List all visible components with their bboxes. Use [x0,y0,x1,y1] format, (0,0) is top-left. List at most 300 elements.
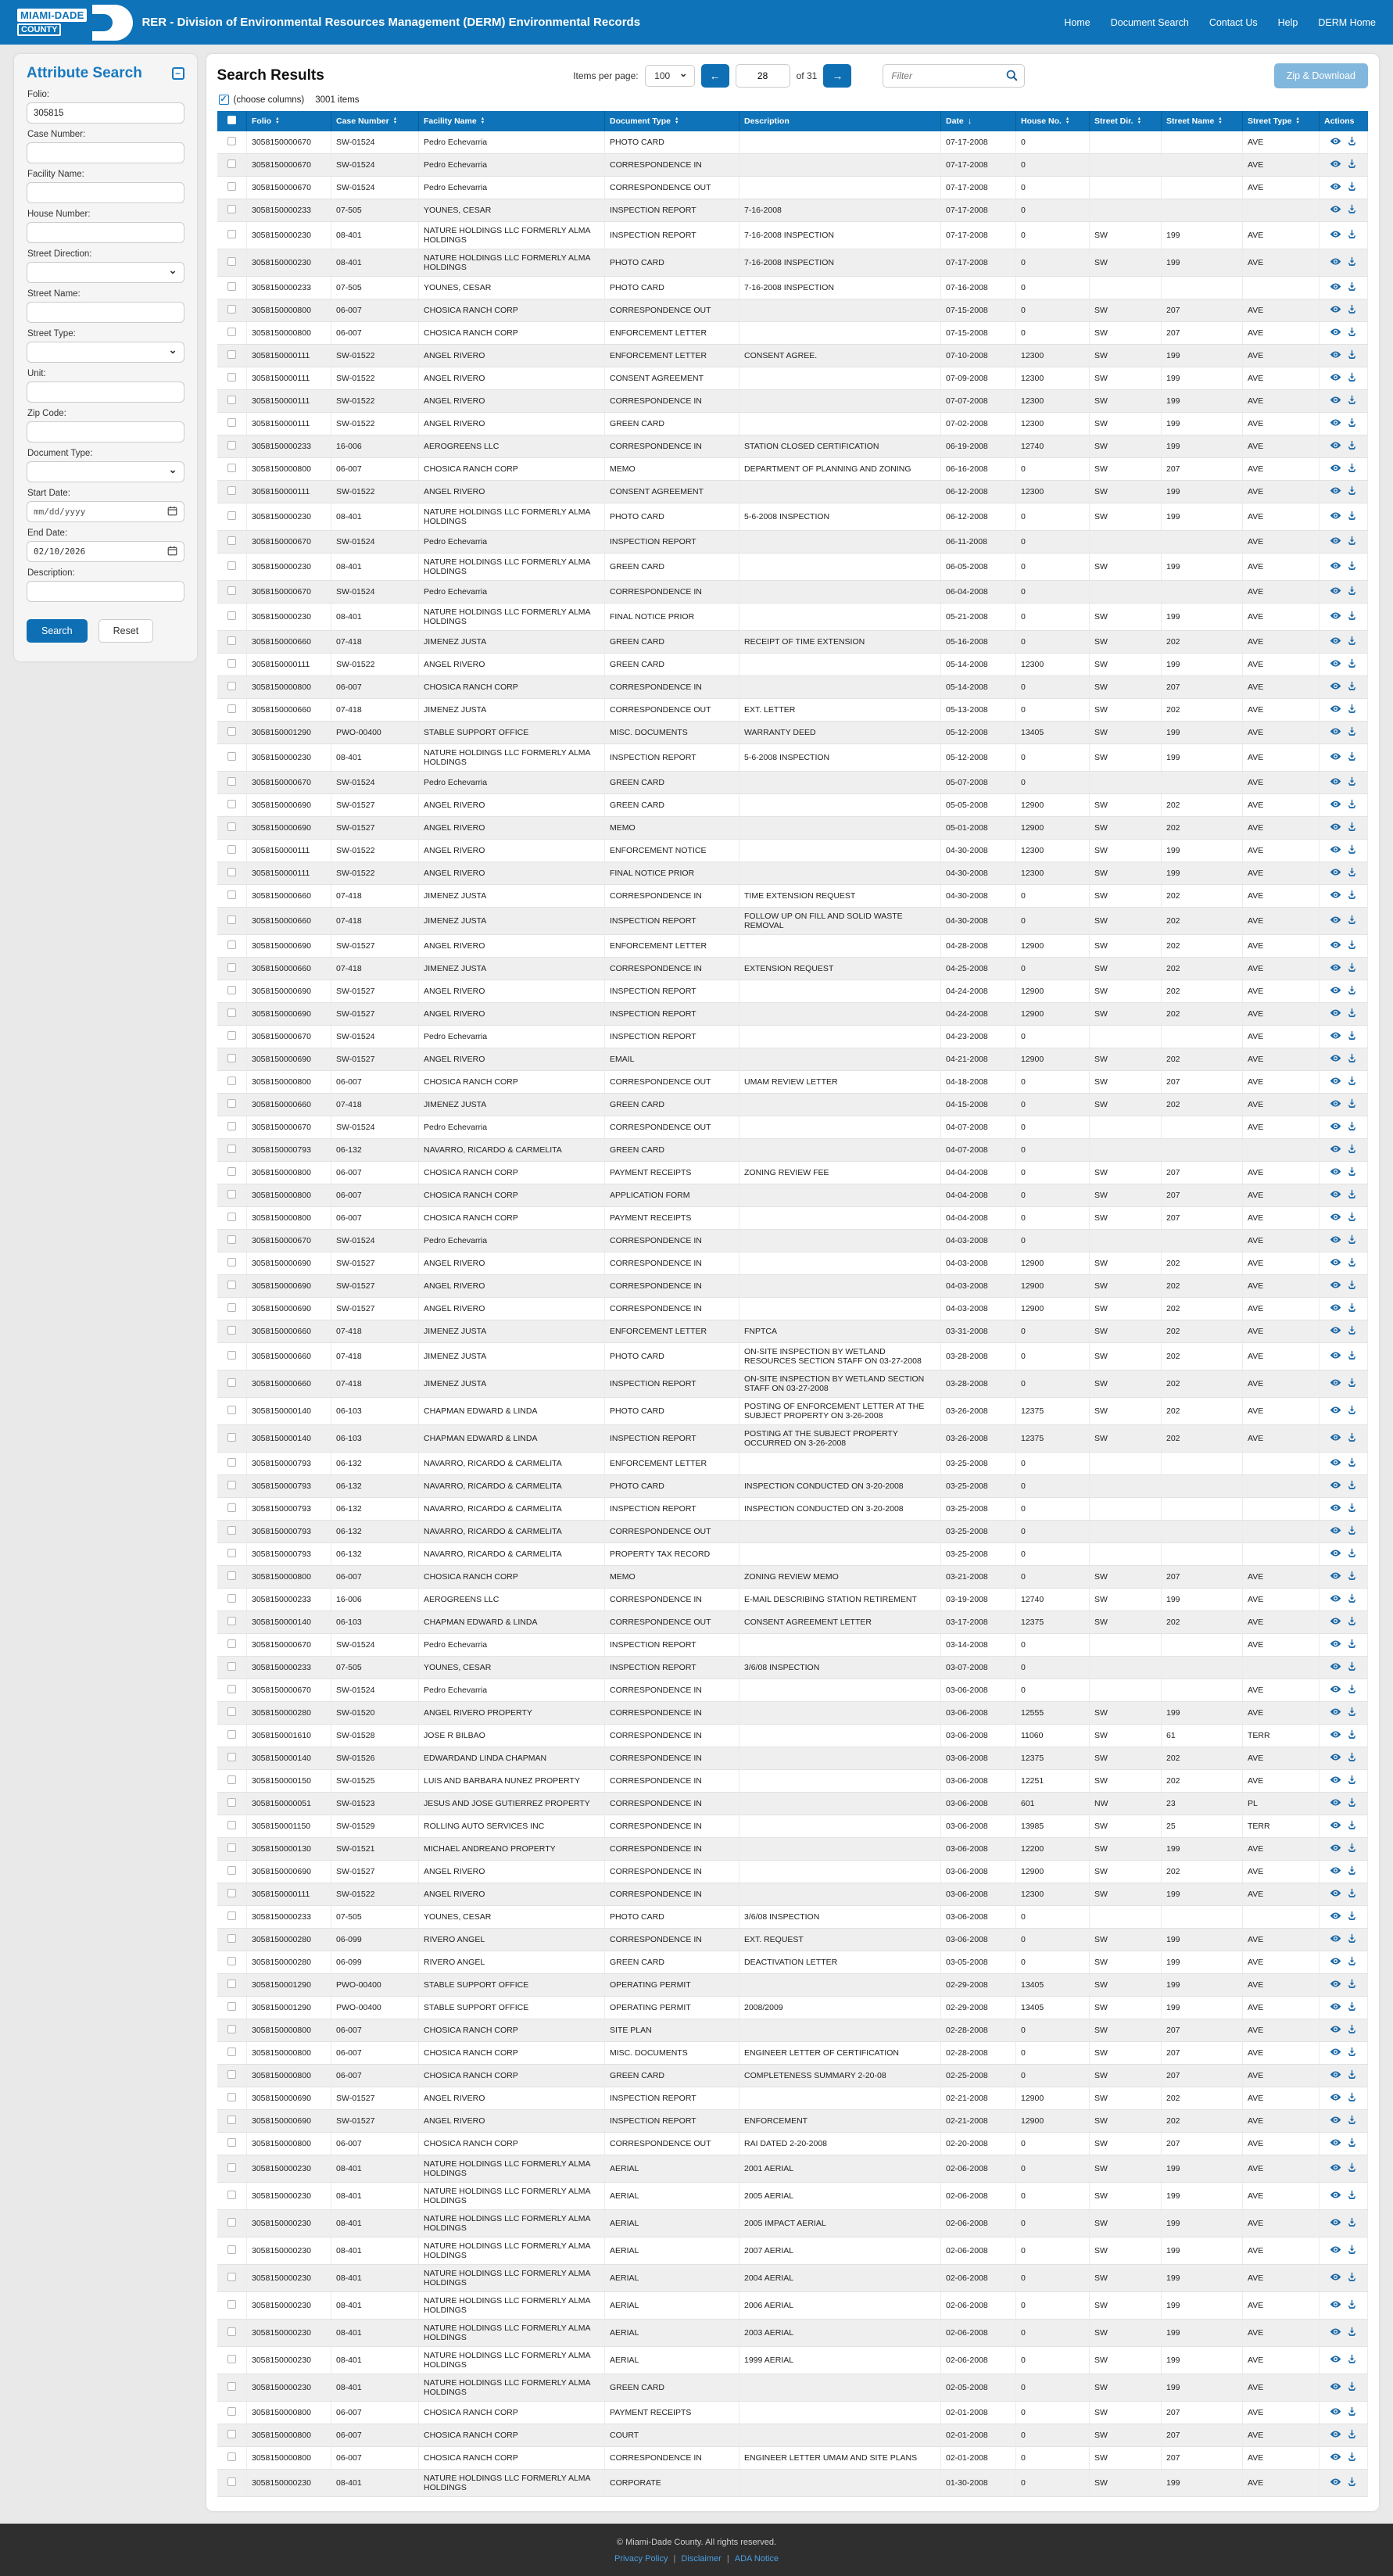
download-icon[interactable] [1346,680,1358,694]
view-eye-icon[interactable] [1330,1683,1341,1697]
download-icon[interactable] [1346,281,1358,295]
row-checkbox[interactable] [227,1031,236,1040]
row-checkbox[interactable] [227,1526,236,1535]
row-checkbox[interactable] [227,1821,236,1829]
view-eye-icon[interactable] [1330,866,1341,880]
choose-columns-checkbox[interactable]: ✓ [220,95,227,104]
download-icon[interactable] [1346,1978,1358,1992]
view-eye-icon[interactable] [1330,439,1341,453]
view-eye-icon[interactable] [1330,2189,1341,2203]
view-eye-icon[interactable] [1330,798,1341,812]
view-eye-icon[interactable] [1330,2162,1341,2176]
house-number-field[interactable] [27,222,184,243]
zip-download-button[interactable]: Zip & Download [1274,63,1368,88]
view-eye-icon[interactable] [1330,1615,1341,1629]
row-checkbox[interactable] [227,915,236,924]
download-icon[interactable] [1346,1865,1358,1879]
download-icon[interactable] [1346,1842,1358,1856]
download-icon[interactable] [1346,1887,1358,1901]
row-checkbox[interactable] [227,2245,236,2254]
download-icon[interactable] [1346,2023,1358,2037]
download-icon[interactable] [1346,2114,1358,2128]
download-icon[interactable] [1346,417,1358,431]
download-icon[interactable] [1346,371,1358,385]
row-checkbox[interactable] [227,1281,236,1289]
row-checkbox[interactable] [227,1406,236,1414]
row-checkbox[interactable] [227,2273,236,2281]
view-eye-icon[interactable] [1330,984,1341,998]
view-eye-icon[interactable] [1330,1819,1341,1833]
download-icon[interactable] [1346,1324,1358,1338]
facility-name-field[interactable] [27,182,184,203]
view-eye-icon[interactable] [1330,1188,1341,1202]
document-type-field[interactable] [27,461,184,482]
view-eye-icon[interactable] [1330,1143,1341,1157]
view-eye-icon[interactable] [1330,462,1341,476]
download-icon[interactable] [1346,560,1358,574]
download-icon[interactable] [1346,2476,1358,2490]
view-eye-icon[interactable] [1330,1234,1341,1248]
view-eye-icon[interactable] [1330,1007,1341,1021]
download-icon[interactable] [1346,1524,1358,1539]
view-eye-icon[interactable] [1330,889,1341,903]
row-checkbox[interactable] [227,1798,236,1807]
download-icon[interactable] [1346,635,1358,649]
download-icon[interactable] [1346,2091,1358,2105]
view-eye-icon[interactable] [1330,726,1341,740]
row-checkbox[interactable] [227,2191,236,2199]
row-checkbox[interactable] [227,2382,236,2391]
row-checkbox[interactable] [227,1145,236,1153]
download-icon[interactable] [1346,2353,1358,2367]
view-eye-icon[interactable] [1330,2298,1341,2313]
view-eye-icon[interactable] [1330,751,1341,765]
view-eye-icon[interactable] [1330,1524,1341,1539]
view-eye-icon[interactable] [1330,635,1341,649]
download-icon[interactable] [1346,657,1358,672]
row-checkbox[interactable] [227,137,236,145]
download-icon[interactable] [1346,1030,1358,1044]
download-icon[interactable] [1346,2428,1358,2442]
row-checkbox[interactable] [227,1167,236,1176]
view-eye-icon[interactable] [1330,821,1341,835]
row-checkbox[interactable] [227,777,236,786]
download-icon[interactable] [1346,1661,1358,1675]
download-icon[interactable] [1346,1502,1358,1516]
row-checkbox[interactable] [227,2218,236,2227]
download-icon[interactable] [1346,1683,1358,1697]
download-icon[interactable] [1346,2189,1358,2203]
view-eye-icon[interactable] [1330,1751,1341,1765]
view-eye-icon[interactable] [1330,1052,1341,1066]
view-eye-icon[interactable] [1330,1661,1341,1675]
col-header-document_type[interactable]: Document Type ▲ ▼ [605,111,739,131]
view-eye-icon[interactable] [1330,1030,1341,1044]
view-eye-icon[interactable] [1330,776,1341,790]
download-icon[interactable] [1346,1377,1358,1391]
row-checkbox[interactable] [227,418,236,427]
download-icon[interactable] [1346,1819,1358,1833]
row-checkbox[interactable] [227,2070,236,2079]
download-icon[interactable] [1346,1188,1358,1202]
view-eye-icon[interactable] [1330,485,1341,499]
view-eye-icon[interactable] [1330,844,1341,858]
row-checkbox[interactable] [227,1707,236,1716]
row-checkbox[interactable] [227,1662,236,1671]
view-eye-icon[interactable] [1330,1377,1341,1391]
row-checkbox[interactable] [227,205,236,213]
row-checkbox[interactable] [227,1639,236,1648]
next-page-button[interactable]: → [823,64,851,88]
download-icon[interactable] [1346,439,1358,453]
view-eye-icon[interactable] [1330,2023,1341,2037]
view-eye-icon[interactable] [1330,2271,1341,2285]
view-eye-icon[interactable] [1330,1431,1341,1446]
view-eye-icon[interactable] [1330,371,1341,385]
col-header-facility_name[interactable]: Facility Name ▲ ▼ [419,111,605,131]
view-eye-icon[interactable] [1330,135,1341,149]
view-eye-icon[interactable] [1330,1120,1341,1134]
view-eye-icon[interactable] [1330,1933,1341,1947]
download-icon[interactable] [1346,510,1358,524]
row-checkbox[interactable] [227,2430,236,2438]
row-checkbox[interactable] [227,1617,236,1625]
view-eye-icon[interactable] [1330,1324,1341,1338]
view-eye-icon[interactable] [1330,2476,1341,2490]
download-icon[interactable] [1346,1052,1358,1066]
row-checkbox[interactable] [227,1481,236,1489]
view-eye-icon[interactable] [1330,1955,1341,1969]
view-eye-icon[interactable] [1330,1729,1341,1743]
row-checkbox[interactable] [227,561,236,570]
view-eye-icon[interactable] [1330,158,1341,172]
row-checkbox[interactable] [227,727,236,736]
nav-item-home[interactable]: Home [1064,16,1090,28]
download-icon[interactable] [1346,844,1358,858]
row-checkbox[interactable] [227,2025,236,2033]
download-icon[interactable] [1346,1075,1358,1089]
items-per-page-select[interactable] [645,65,695,87]
row-checkbox[interactable] [227,1843,236,1852]
view-eye-icon[interactable] [1330,2428,1341,2442]
download-icon[interactable] [1346,1615,1358,1629]
view-eye-icon[interactable] [1330,510,1341,524]
view-eye-icon[interactable] [1330,1706,1341,1720]
download-icon[interactable] [1346,2216,1358,2230]
view-eye-icon[interactable] [1330,1797,1341,1811]
download-icon[interactable] [1346,256,1358,270]
download-icon[interactable] [1346,2162,1358,2176]
download-icon[interactable] [1346,2326,1358,2340]
download-icon[interactable] [1346,1570,1358,1584]
select-all-checkbox[interactable] [227,116,236,124]
street-type-field[interactable] [27,342,184,363]
row-checkbox[interactable] [227,1190,236,1198]
download-icon[interactable] [1346,939,1358,953]
download-icon[interactable] [1346,2046,1358,2060]
view-eye-icon[interactable] [1330,1098,1341,1112]
row-checkbox[interactable] [227,963,236,972]
download-icon[interactable] [1346,1479,1358,1493]
row-checkbox[interactable] [227,1866,236,1875]
download-icon[interactable] [1346,535,1358,549]
download-icon[interactable] [1346,585,1358,599]
download-icon[interactable] [1346,462,1358,476]
view-eye-icon[interactable] [1330,657,1341,672]
col-header-case_number[interactable]: Case Number ▲ ▼ [331,111,419,131]
view-eye-icon[interactable] [1330,1570,1341,1584]
download-icon[interactable] [1346,751,1358,765]
view-eye-icon[interactable] [1330,1887,1341,1901]
view-eye-icon[interactable] [1330,2406,1341,2420]
row-checkbox[interactable] [227,586,236,595]
row-checkbox[interactable] [227,890,236,899]
row-checkbox[interactable] [227,396,236,404]
end-date-field[interactable]: 02/10/2026 [27,541,184,562]
view-eye-icon[interactable] [1330,680,1341,694]
view-eye-icon[interactable] [1330,2216,1341,2230]
view-eye-icon[interactable] [1330,281,1341,295]
row-checkbox[interactable] [227,940,236,949]
view-eye-icon[interactable] [1330,939,1341,953]
download-icon[interactable] [1346,798,1358,812]
row-checkbox[interactable] [227,2163,236,2172]
view-eye-icon[interactable] [1330,1256,1341,1270]
folio-field[interactable] [27,102,184,124]
download-icon[interactable] [1346,1431,1358,1446]
view-eye-icon[interactable] [1330,2137,1341,2151]
row-checkbox[interactable] [227,752,236,761]
row-checkbox[interactable] [227,1351,236,1360]
row-checkbox[interactable] [227,159,236,168]
download-icon[interactable] [1346,1593,1358,1607]
row-checkbox[interactable] [227,2452,236,2461]
download-icon[interactable] [1346,1007,1358,1021]
row-checkbox[interactable] [227,1378,236,1387]
row-checkbox[interactable] [227,1753,236,1761]
search-button[interactable]: Search [27,619,88,643]
row-checkbox[interactable] [227,1549,236,1557]
row-checkbox[interactable] [227,230,236,238]
view-eye-icon[interactable] [1330,326,1341,340]
row-checkbox[interactable] [227,1326,236,1335]
download-icon[interactable] [1346,776,1358,790]
col-header-street_type[interactable]: Street Type ▲ ▼ [1243,111,1320,131]
download-icon[interactable] [1346,1234,1358,1248]
download-icon[interactable] [1346,2271,1358,2285]
download-icon[interactable] [1346,181,1358,195]
view-eye-icon[interactable] [1330,1302,1341,1316]
view-eye-icon[interactable] [1330,2069,1341,2083]
nav-item-document-search[interactable]: Document Search [1110,16,1189,28]
row-checkbox[interactable] [227,1775,236,1784]
view-eye-icon[interactable] [1330,228,1341,242]
download-icon[interactable] [1346,1098,1358,1112]
view-eye-icon[interactable] [1330,962,1341,976]
download-icon[interactable] [1346,1751,1358,1765]
download-icon[interactable] [1346,726,1358,740]
prev-page-button[interactable]: ← [701,64,729,88]
download-icon[interactable] [1346,1638,1358,1652]
view-eye-icon[interactable] [1330,417,1341,431]
row-checkbox[interactable] [227,350,236,359]
row-checkbox[interactable] [227,611,236,620]
view-eye-icon[interactable] [1330,1865,1341,1879]
row-checkbox[interactable] [227,822,236,831]
view-eye-icon[interactable] [1330,610,1341,624]
view-eye-icon[interactable] [1330,1978,1341,1992]
row-checkbox[interactable] [227,2327,236,2336]
view-eye-icon[interactable] [1330,303,1341,317]
view-eye-icon[interactable] [1330,2046,1341,2060]
view-eye-icon[interactable] [1330,2114,1341,2128]
download-icon[interactable] [1346,1302,1358,1316]
download-icon[interactable] [1346,2244,1358,2258]
view-eye-icon[interactable] [1330,1211,1341,1225]
collapse-icon[interactable]: − [172,67,184,80]
row-checkbox[interactable] [227,1571,236,1580]
download-icon[interactable] [1346,1456,1358,1471]
zip-code-field[interactable] [27,421,184,442]
row-checkbox[interactable] [227,800,236,808]
download-icon[interactable] [1346,914,1358,928]
view-eye-icon[interactable] [1330,1075,1341,1089]
row-checkbox[interactable] [227,1503,236,1512]
row-checkbox[interactable] [227,986,236,994]
view-eye-icon[interactable] [1330,1349,1341,1363]
view-eye-icon[interactable] [1330,1479,1341,1493]
download-icon[interactable] [1346,203,1358,217]
row-checkbox[interactable] [227,511,236,520]
download-icon[interactable] [1346,228,1358,242]
download-icon[interactable] [1346,2298,1358,2313]
nav-item-derm-home[interactable]: DERM Home [1318,16,1376,28]
download-icon[interactable] [1346,984,1358,998]
footer-link-ada-notice[interactable]: ADA Notice [734,2554,779,2563]
download-icon[interactable] [1346,889,1358,903]
nav-item-help[interactable]: Help [1277,16,1298,28]
row-checkbox[interactable] [227,1303,236,1312]
reset-button[interactable]: Reset [98,619,154,643]
download-icon[interactable] [1346,1349,1358,1363]
view-eye-icon[interactable] [1330,2326,1341,2340]
view-eye-icon[interactable] [1330,256,1341,270]
view-eye-icon[interactable] [1330,203,1341,217]
case-number-field[interactable] [27,142,184,163]
download-icon[interactable] [1346,135,1358,149]
row-checkbox[interactable] [227,373,236,382]
download-icon[interactable] [1346,1910,1358,1924]
download-icon[interactable] [1346,2137,1358,2151]
row-checkbox[interactable] [227,1957,236,1965]
download-icon[interactable] [1346,2001,1358,2015]
row-checkbox[interactable] [227,2300,236,2309]
download-icon[interactable] [1346,326,1358,340]
row-checkbox[interactable] [227,1099,236,1108]
download-icon[interactable] [1346,1404,1358,1418]
row-checkbox[interactable] [227,845,236,854]
row-checkbox[interactable] [227,868,236,876]
start-date-field[interactable]: mm/dd/yyyy [27,501,184,522]
row-checkbox[interactable] [227,2048,236,2056]
row-checkbox[interactable] [227,282,236,291]
download-icon[interactable] [1346,1143,1358,1157]
view-eye-icon[interactable] [1330,1166,1341,1180]
row-checkbox[interactable] [227,2477,236,2486]
view-eye-icon[interactable] [1330,914,1341,928]
row-checkbox[interactable] [227,182,236,191]
view-eye-icon[interactable] [1330,1910,1341,1924]
view-eye-icon[interactable] [1330,1842,1341,1856]
download-icon[interactable] [1346,303,1358,317]
view-eye-icon[interactable] [1330,394,1341,408]
view-eye-icon[interactable] [1330,1502,1341,1516]
row-checkbox[interactable] [227,1213,236,1221]
download-icon[interactable] [1346,1120,1358,1134]
col-header-date[interactable]: Date ↓ [941,111,1016,131]
row-checkbox[interactable] [227,659,236,668]
row-checkbox[interactable] [227,2002,236,2011]
row-checkbox[interactable] [227,1009,236,1017]
description-field[interactable] [27,581,184,602]
download-icon[interactable] [1346,158,1358,172]
view-eye-icon[interactable] [1330,1456,1341,1471]
view-eye-icon[interactable] [1330,1593,1341,1607]
col-header-house_no[interactable]: House No. ▲ ▼ [1016,111,1090,131]
download-icon[interactable] [1346,349,1358,363]
row-checkbox[interactable] [227,305,236,313]
street-direction-field[interactable] [27,262,184,283]
unit-field[interactable] [27,382,184,403]
row-checkbox[interactable] [227,1122,236,1130]
view-eye-icon[interactable] [1330,2353,1341,2367]
view-eye-icon[interactable] [1330,585,1341,599]
view-eye-icon[interactable] [1330,703,1341,717]
row-checkbox[interactable] [227,1077,236,1085]
row-checkbox[interactable] [227,1594,236,1603]
footer-link-privacy-policy[interactable]: Privacy Policy [614,2554,668,2563]
view-eye-icon[interactable] [1330,2381,1341,2395]
row-checkbox[interactable] [227,1934,236,1943]
row-checkbox[interactable] [227,1054,236,1062]
row-checkbox[interactable] [227,682,236,690]
view-eye-icon[interactable] [1330,1774,1341,1788]
download-icon[interactable] [1346,1706,1358,1720]
view-eye-icon[interactable] [1330,535,1341,549]
download-icon[interactable] [1346,703,1358,717]
download-icon[interactable] [1346,610,1358,624]
download-icon[interactable] [1346,2451,1358,2465]
row-checkbox[interactable] [227,2355,236,2363]
row-checkbox[interactable] [227,636,236,645]
row-checkbox[interactable] [227,536,236,545]
col-header-street_dir[interactable]: Street Dir. ▲ ▼ [1090,111,1162,131]
view-eye-icon[interactable] [1330,2451,1341,2465]
page-number-input[interactable] [736,64,790,88]
download-icon[interactable] [1346,1166,1358,1180]
col-header-folio[interactable]: Folio ▲ ▼ [247,111,331,131]
footer-link-disclaimer[interactable]: Disclaimer [681,2554,722,2563]
row-checkbox[interactable] [227,441,236,450]
download-icon[interactable] [1346,1933,1358,1947]
row-checkbox[interactable] [227,1235,236,1244]
download-icon[interactable] [1346,1955,1358,1969]
row-checkbox[interactable] [227,1911,236,1920]
row-checkbox[interactable] [227,2093,236,2101]
row-checkbox[interactable] [227,2407,236,2416]
download-icon[interactable] [1346,821,1358,835]
view-eye-icon[interactable] [1330,181,1341,195]
